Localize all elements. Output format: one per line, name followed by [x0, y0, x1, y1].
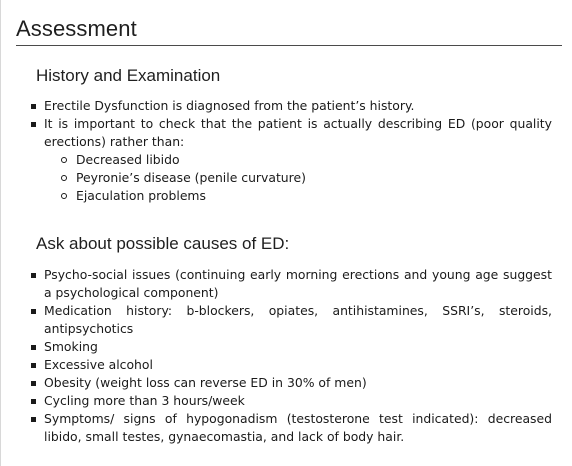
list-item: Obesity (weight loss can reverse ED in 30% of men) — [30, 374, 552, 392]
list-item: Symptoms/ signs of hypogonadism (testosterone test indicated): decreased libido, small testes, gynaecomastia, and lack of body hair. — [30, 410, 552, 446]
heading-underline — [16, 45, 562, 46]
list-item: Smoking — [30, 338, 552, 356]
list-item-text: Erectile Dysfunction is diagnosed from the patient’s history. — [44, 98, 415, 113]
differential-sublist — [44, 151, 552, 205]
list-item: Medication history: b-blockers, opiates, antihistamines, SSRI’s, steroids, antipsychotics — [30, 302, 552, 338]
sub-list-item: Ejaculation problems — [44, 187, 552, 205]
list-item — [30, 97, 552, 115]
sub-list-item: Peyronie’s disease (penile curvature) — [44, 169, 552, 187]
subheading-history-examination: History and Examination — [36, 66, 221, 85]
list-item — [30, 115, 552, 205]
section-heading-assessment: Assessment — [16, 16, 137, 41]
subheading-possible-causes: Ask about possible causes of ED: — [36, 234, 290, 253]
list-item: Psycho-social issues (continuing early morning erections and young age suggest a psychological component) — [30, 266, 552, 302]
page-left-border — [0, 0, 1, 466]
sub-list-item: Decreased libido — [44, 151, 552, 169]
list-item-text: It is important to check that the patient is actually describing ED (poor quality erections) rather than: — [44, 116, 552, 149]
history-list — [30, 97, 552, 205]
list-item: Excessive alcohol — [30, 356, 552, 374]
causes-list — [30, 266, 552, 446]
list-item: Cycling more than 3 hours/week — [30, 392, 552, 410]
